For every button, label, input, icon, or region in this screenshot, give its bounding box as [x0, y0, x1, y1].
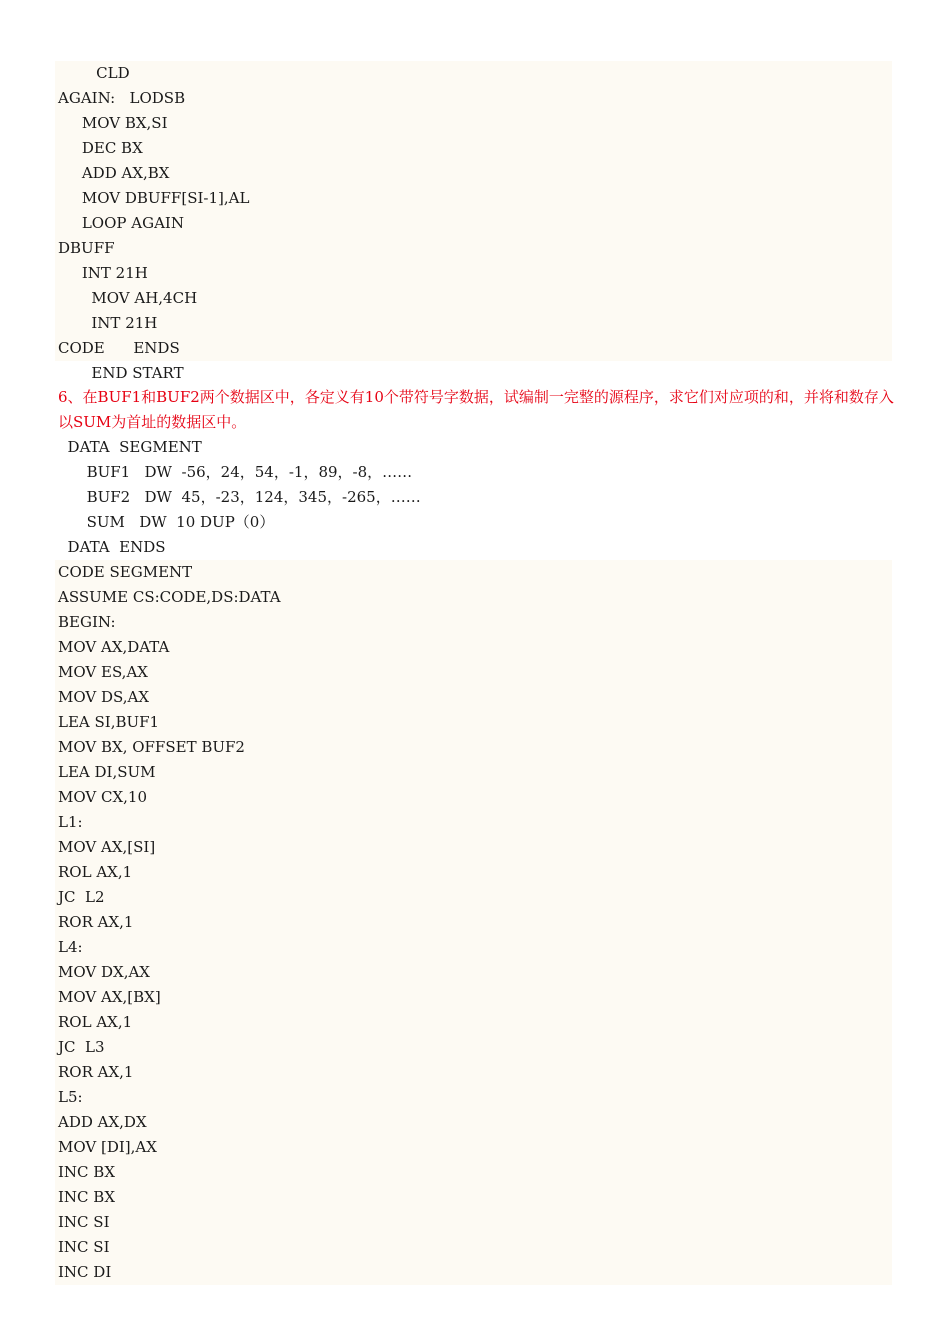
- code-line: INC SI: [58, 1213, 110, 1231]
- code-line: MOV ES,AX: [58, 663, 148, 681]
- end-start-block: [55, 361, 892, 386]
- code-line: MOV DBUFF[SI-1],AL: [58, 189, 250, 207]
- question-6: 6、在BUF1和BUF2两个数据区中，各定义有10个带符号字数据，试编制一完整的源程序，求它们对应项的和，并将和数存入以SUM为首址的数据区中。: [58, 388, 894, 431]
- code-line: SUM DW 10 DUP（0）: [58, 513, 275, 531]
- code-line: INC SI: [58, 1238, 110, 1256]
- code-line: BUF2 DW 45，-23，124，345，-265，……: [58, 488, 421, 506]
- code-line: INT 21H: [58, 314, 158, 332]
- code-block-2: [55, 560, 892, 1285]
- code-line: MOV [DI],AX: [58, 1138, 157, 1156]
- code-line: BUF1 DW -56，24，54，-1，89，-8，……: [58, 463, 413, 481]
- code-line: MOV AX,[BX]: [58, 988, 161, 1006]
- code-line: JC L2: [58, 888, 105, 906]
- code-line: ASSUME CS:CODE,DS:DATA: [58, 588, 281, 606]
- code-line: MOV AH,4CH: [58, 289, 198, 307]
- code-line: BEGIN:: [58, 613, 116, 631]
- code-line: INC DI: [58, 1263, 112, 1281]
- code-line: DEC BX: [58, 139, 143, 157]
- code-line: MOV DX,AX: [58, 963, 150, 981]
- code-line: MOV BX,SI: [58, 114, 168, 132]
- code-block-1: [55, 61, 892, 361]
- code-line: CODE SEGMENT: [58, 563, 193, 581]
- code-line: LOOP AGAIN: [58, 214, 184, 232]
- code-line: ADD AX,DX: [58, 1113, 147, 1131]
- code-line: L5:: [58, 1088, 83, 1106]
- code-line: CLD: [58, 64, 130, 82]
- code-line: MOV AX,DATA: [58, 638, 170, 656]
- code-line: ROR AX,1: [58, 913, 134, 931]
- code-line: ROR AX,1: [58, 1063, 134, 1081]
- code-line: JC L3: [58, 1038, 105, 1056]
- code-line: L4:: [58, 938, 83, 956]
- code-line: MOV CX,10: [58, 788, 148, 806]
- code-line: L1:: [58, 813, 83, 831]
- code-line: END START: [58, 364, 184, 382]
- data-segment-block: [55, 435, 892, 560]
- code-line: ADD AX,BX: [58, 164, 170, 182]
- code-line: DATA SEGMENT: [58, 438, 202, 456]
- code-line: MOV DS,AX: [58, 688, 150, 706]
- code-line: LEA DI,SUM: [58, 763, 156, 781]
- code-line: AGAIN: LODSB: [58, 89, 186, 107]
- code-line: INT 21H: [58, 264, 148, 282]
- code-line: MOV AX,[SI]: [58, 838, 156, 856]
- code-line: CODE ENDS: [58, 339, 180, 357]
- code-line: DATA ENDS: [58, 538, 166, 556]
- code-line: ROL AX,1: [58, 1013, 133, 1031]
- code-line: INC BX: [58, 1163, 115, 1181]
- code-line: ROL AX,1: [58, 863, 133, 881]
- code-line: LEA SI,BUF1: [58, 713, 160, 731]
- code-line: DBUFF: [58, 239, 115, 257]
- code-line: MOV BX, OFFSET BUF2: [58, 738, 245, 756]
- code-line: INC BX: [58, 1188, 115, 1206]
